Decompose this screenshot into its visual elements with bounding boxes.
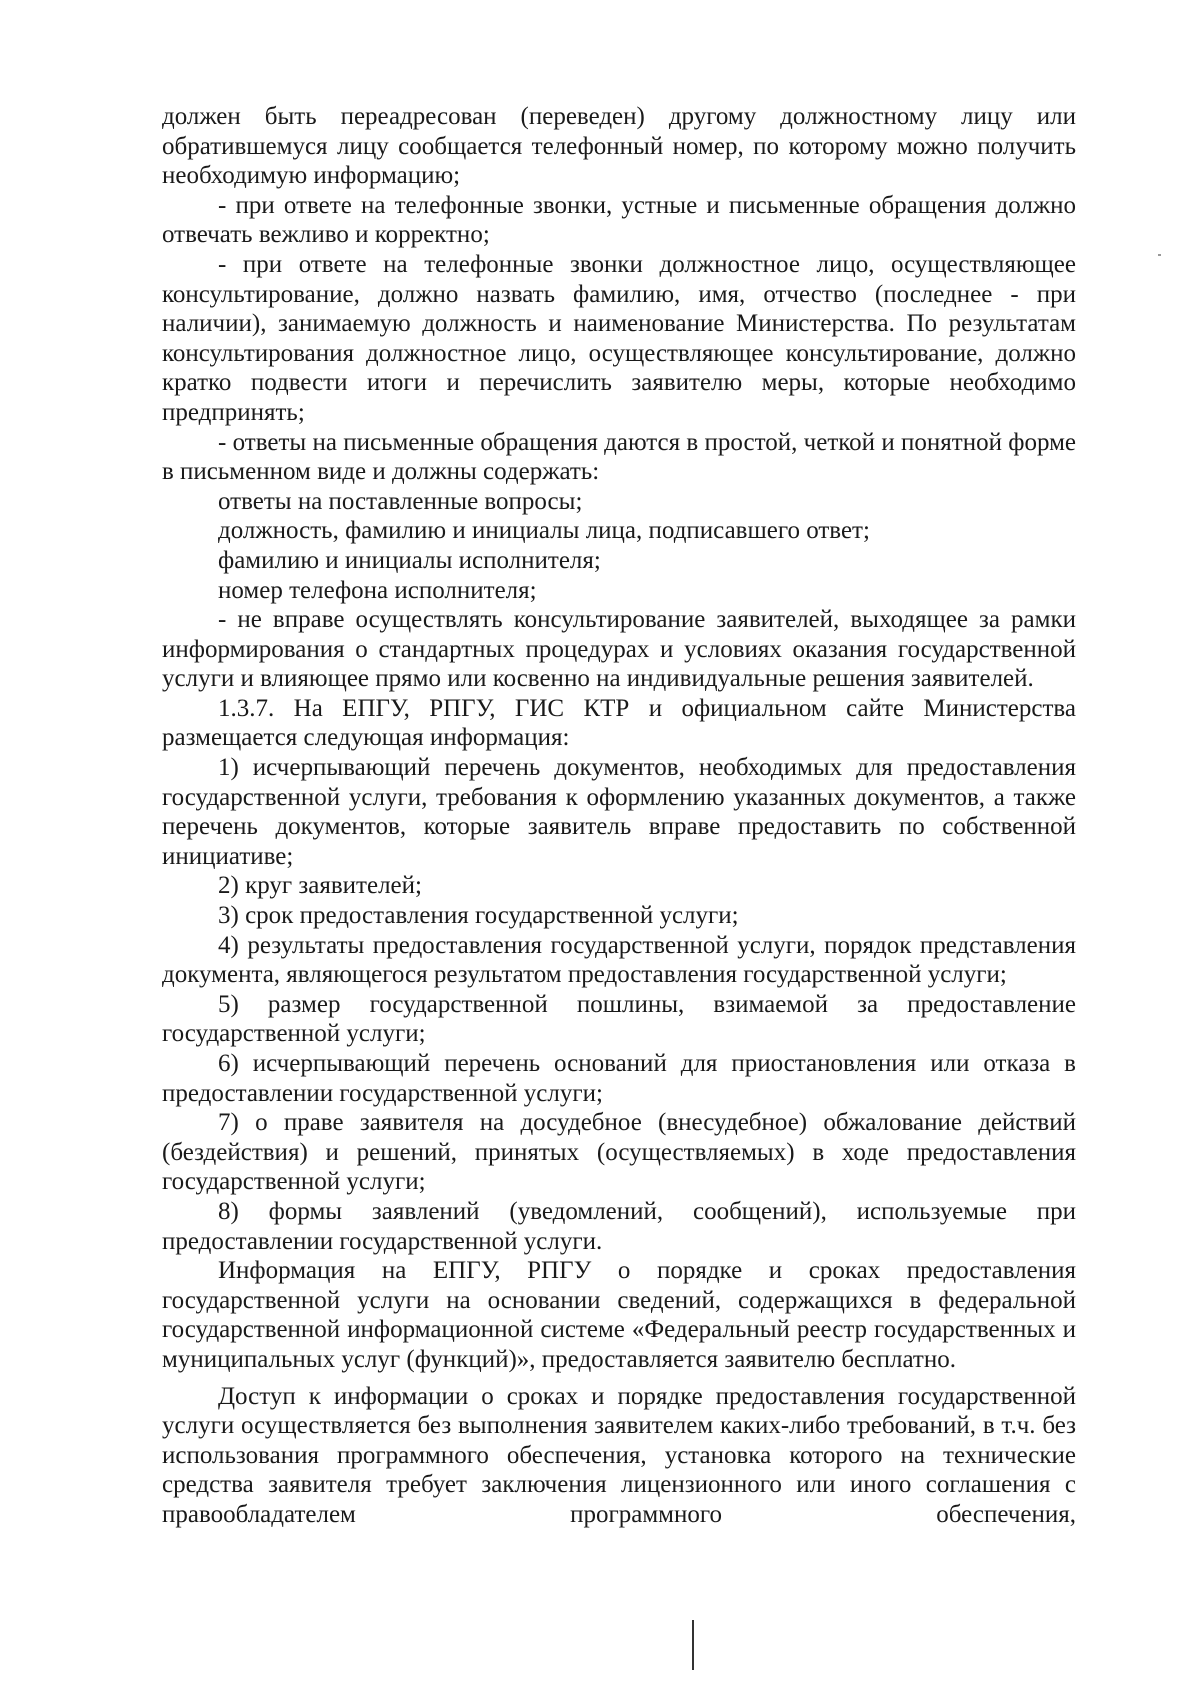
paragraph-free-information: Информация на ЕПГУ, РПГУ о порядке и сроках предоставления государственной услуги на основании сведений, содержащихся в федеральной государственной информационной системе «Федеральный реестр государственных и муниципальных услуг (функций)», предоставляется заявителю бесплатно. — [162, 1257, 1076, 1373]
paragraph-written-answers: - ответы на письменные обращения даются в простой, четкой и понятной форме в письменном виде и должны содержать: — [162, 428, 1076, 486]
list-item-5: 5) размер государственной пошлины, взимаемой за предоставление государственной услуги; — [162, 990, 1076, 1048]
scan-line-mark — [692, 1620, 694, 1670]
scan-speck — [1158, 254, 1161, 256]
section-1-3-7: 1.3.7. На ЕПГУ, РПГУ, ГИС КТР и официальном сайте Министерства размещается следующая информация: — [162, 694, 1076, 752]
paragraph-access-information: Доступ к информации о сроках и порядке предоставления государственной услуги осуществляется без выполнения заявителем каких-либо требований, в т.ч. без использования программного обеспечения, установка которого на технические средства заявителя требует заключения лицензионного или иного соглашения с правообладателем программного обеспечения, — [162, 1382, 1076, 1528]
list-item-signer: должность, фамилию и инициалы лица, подписавшего ответ; — [218, 517, 870, 545]
list-item-phone: номер телефона исполнителя; — [218, 576, 537, 604]
list-item-8: 8) формы заявлений (уведомлений, сообщений), используемые при предоставлении государственной услуги. — [162, 1197, 1076, 1255]
list-item-answers: ответы на поставленные вопросы; — [218, 487, 583, 515]
list-item-4: 4) результаты предоставления государственной услуги, порядок представления документа, являющегося результатом предоставления государственной услуги; — [162, 931, 1076, 989]
list-item-1: 1) исчерпывающий перечень документов, необходимых для предоставления государственной услуги, требования к оформлению указанных документов, а также перечень документов, которые заявитель вправе предоставить по собственной инициативе; — [162, 754, 1076, 870]
list-item-executor: фамилию и инициалы исполнителя; — [218, 546, 601, 574]
list-item-2: 2) круг заявителей; — [218, 872, 422, 900]
list-item-3: 3) срок предоставления государственной услуги; — [218, 902, 739, 930]
document-body — [162, 102, 1076, 1530]
list-item-7: 7) о праве заявителя на досудебное (внесудебное) обжалование действий (бездействия) и решений, принятых (осуществляемых) в ходе предоставления государственной услуги; — [162, 1109, 1076, 1196]
list-item-6: 6) исчерпывающий перечень оснований для приостановления или отказа в предоставлении государственной услуги; — [162, 1050, 1076, 1107]
paragraph-phone-consultation: - при ответе на телефонные звонки должностное лицо, осуществляющее консультирование, должно назвать фамилию, имя, отчество (последнее - при наличии), занимаемую должность и наименование Министерства. По результатам консультирования должностное лицо, осуществляющее консультирование, должно кратко подвести итоги и перечислить заявителю меры, которые необходимо предпринять; — [162, 250, 1076, 426]
paragraph-consultation-limits: - не вправе осуществлять консультирование заявителей, выходящее за рамки информирования о стандартных процедурах и условиях оказания государственной услуги и влияющее прямо или косвенно на индивидуальные решения заявителей. — [162, 606, 1076, 693]
paragraph-polite-answer: - при ответе на телефонные звонки, устные и письменные обращения должно отвечать вежливо и корректно; — [162, 191, 1076, 249]
paragraph-continuation: должен быть переадресован (переведен) другому должностному лицу или обратившемуся лицу сообщается телефонный номер, по которому можно получить необходимую информацию; — [162, 103, 1076, 190]
